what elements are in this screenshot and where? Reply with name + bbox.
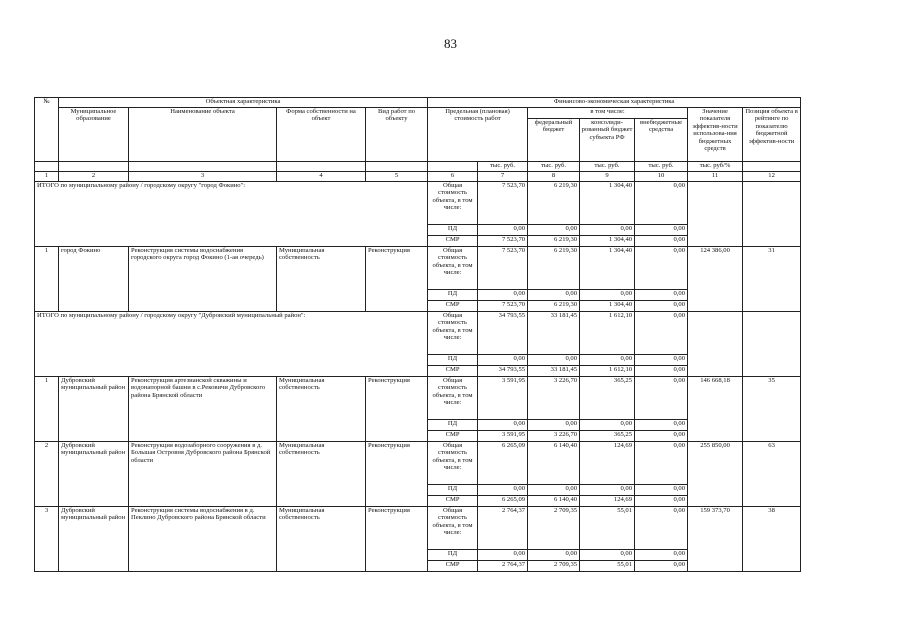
col-number: 6 <box>428 172 478 182</box>
unit-col-11: тыс. руб/% <box>688 162 743 172</box>
empty-indicator-cell <box>688 312 743 377</box>
value-cell-total: 1 304,40 <box>580 247 635 290</box>
smr-label: СМР <box>428 301 478 312</box>
value-cell-total.pd: 0,00 <box>580 355 635 366</box>
value-cell-smr: 6 265,09 <box>478 496 528 507</box>
col-number: 12 <box>743 172 801 182</box>
value-cell-smr: 3 591,95 <box>478 431 528 442</box>
value-cell-total: 3 226,70 <box>528 377 580 420</box>
value-cell-smr: 124,69 <box>580 496 635 507</box>
object-efficiency-indicator: 124 386,00 <box>688 247 743 312</box>
smr-label: СМР <box>428 366 478 377</box>
col-number: 11 <box>688 172 743 182</box>
object-row <box>35 377 801 420</box>
value-cell-pd: 0,00 <box>580 420 635 431</box>
value-cell-total.total: 0,00 <box>635 312 688 355</box>
value-cell-total: 3 591,95 <box>478 377 528 420</box>
object-work-type: Реконструкция <box>366 377 428 442</box>
section-total-row <box>35 312 801 355</box>
value-cell-smr: 0,00 <box>635 561 688 572</box>
value-cell-total.pd: 0,00 <box>528 225 580 236</box>
value-cell-total.smr: 34 793,55 <box>478 366 528 377</box>
header-consolidated-budget: консолиди-рованный бюджет субъекта РФ <box>580 119 635 162</box>
value-cell-total.smr: 1 612,10 <box>580 366 635 377</box>
value-cell-pd: 0,00 <box>478 290 528 301</box>
value-cell-total: 0,00 <box>635 377 688 420</box>
value-cell-total: 55,01 <box>580 507 635 550</box>
value-cell-pd: 0,00 <box>528 550 580 561</box>
object-ownership: Муниципальная собственность <box>277 442 366 507</box>
object-rating-position: 38 <box>743 507 801 572</box>
object-efficiency-indicator: 159 373,70 <box>688 507 743 572</box>
header-work-type: Вид работ по объекту <box>366 108 428 162</box>
value-cell-total.smr: 7 523,70 <box>478 236 528 247</box>
value-cell-smr: 2 764,37 <box>478 561 528 572</box>
value-cell-total: 6 265,09 <box>478 442 528 485</box>
value-cell-pd: 0,00 <box>635 550 688 561</box>
object-municipality: Дубровский муниципальный район <box>59 507 129 572</box>
object-work-type: Реконструкция <box>366 442 428 507</box>
section-total-row <box>35 182 801 225</box>
value-cell-smr: 7 523,70 <box>478 301 528 312</box>
value-cell-total: 124,69 <box>580 442 635 485</box>
header-including: в том числе: <box>528 108 688 119</box>
value-cell-smr: 55,01 <box>580 561 635 572</box>
investment-objects-table <box>34 97 801 572</box>
value-cell-smr: 365,25 <box>580 431 635 442</box>
value-cell-total.total: 33 181,45 <box>528 312 580 355</box>
value-cell-total.total: 0,00 <box>635 182 688 225</box>
smr-label: СМР <box>428 431 478 442</box>
value-cell-total.total: 1 612,10 <box>580 312 635 355</box>
value-cell-total: 0,00 <box>635 442 688 485</box>
section-total-label: ИТОГО по муниципальному району / городскому округу "Дубровский муниципальный район": <box>35 312 428 377</box>
value-cell-smr: 0,00 <box>635 496 688 507</box>
value-cell-pd: 0,00 <box>528 485 580 496</box>
value-cell-pd: 0,00 <box>635 485 688 496</box>
value-cell-total.total: 6 219,30 <box>528 182 580 225</box>
total-cost-label: Общая стоимость объекта, в том числе: <box>428 442 478 485</box>
value-cell-total.total: 1 304,40 <box>580 182 635 225</box>
value-cell-total: 2 709,35 <box>528 507 580 550</box>
value-cell-smr: 6 219,30 <box>528 301 580 312</box>
col-number: 1 <box>35 172 59 182</box>
smr-label: СМР <box>428 561 478 572</box>
pd-label: ПД <box>428 420 478 431</box>
object-work-type: Реконструкция <box>366 507 428 572</box>
col-number: 7 <box>478 172 528 182</box>
value-cell-pd: 0,00 <box>478 550 528 561</box>
object-row <box>35 507 801 550</box>
header-no: № <box>35 98 59 162</box>
value-cell-smr: 3 226,70 <box>528 431 580 442</box>
empty-position-cell <box>743 182 801 247</box>
value-cell-total.pd: 0,00 <box>478 225 528 236</box>
col-number: 10 <box>635 172 688 182</box>
pd-label: ПД <box>428 485 478 496</box>
value-cell-total.total: 34 793,55 <box>478 312 528 355</box>
header-limit-cost: Предельная (плановая) стоимость работ <box>428 108 528 162</box>
unit-col-8: тыс. руб. <box>528 162 580 172</box>
value-cell-smr: 0,00 <box>635 431 688 442</box>
object-ownership: Муниципальная собственность <box>277 247 366 312</box>
total-cost-label: Общая стоимость объекта, в том числе: <box>428 247 478 290</box>
section-total-label: ИТОГО по муниципальному району / городскому округу "город Фокино": <box>35 182 428 247</box>
header-federal-budget: федеральный бюджет <box>528 119 580 162</box>
value-cell-total.pd: 0,00 <box>580 225 635 236</box>
value-cell-total.pd: 0,00 <box>635 355 688 366</box>
value-cell-pd: 0,00 <box>580 550 635 561</box>
object-ownership: Муниципальная собственность <box>277 377 366 442</box>
empty-position-cell <box>743 312 801 377</box>
header-extrabudgetary: внебюджетные средства <box>635 119 688 162</box>
value-cell-total: 0,00 <box>635 247 688 290</box>
value-cell-pd: 0,00 <box>528 420 580 431</box>
value-cell-total.pd: 0,00 <box>528 355 580 366</box>
object-name: Реконструкция системы водоснабжения в д. Пеклино Дубровского района Брянской области <box>129 507 277 572</box>
col-number: 9 <box>580 172 635 182</box>
object-row <box>35 442 801 485</box>
object-name: Реконструкция артезианской скважины и водонапорной башни в с.Рековичи Дубровского района Брянской области <box>129 377 277 442</box>
value-cell-pd: 0,00 <box>580 485 635 496</box>
value-cell-total.smr: 33 181,45 <box>528 366 580 377</box>
value-cell-pd: 0,00 <box>528 290 580 301</box>
value-cell-total: 2 764,37 <box>478 507 528 550</box>
object-efficiency-indicator: 255 850,00 <box>688 442 743 507</box>
object-rating-position: 35 <box>743 377 801 442</box>
total-cost-label: Общая стоимость объекта, в том числе: <box>428 182 478 225</box>
value-cell-total.total: 7 523,70 <box>478 182 528 225</box>
value-cell-total.pd: 0,00 <box>478 355 528 366</box>
total-cost-label: Общая стоимость объекта, в том числе: <box>428 507 478 550</box>
value-cell-total: 7 523,70 <box>478 247 528 290</box>
value-cell-total.smr: 0,00 <box>635 366 688 377</box>
value-cell-pd: 0,00 <box>478 485 528 496</box>
smr-label: СМР <box>428 236 478 247</box>
col-number: 8 <box>528 172 580 182</box>
object-number: 2 <box>35 442 59 507</box>
value-cell-total: 365,25 <box>580 377 635 420</box>
object-rating-position: 63 <box>743 442 801 507</box>
total-cost-label: Общая стоимость объекта, в том числе: <box>428 377 478 420</box>
unit-col-7: тыс. руб. <box>478 162 528 172</box>
object-name: Реконструкция системы водоснабжения городского округа город Фокино (1-ая очередь) <box>129 247 277 312</box>
value-cell-total: 6 219,30 <box>528 247 580 290</box>
unit-col-9: тыс. руб. <box>580 162 635 172</box>
value-cell-total.smr: 6 219,30 <box>528 236 580 247</box>
object-municipality: Дубровский муниципальный район <box>59 442 129 507</box>
header-object-name: Наименование объекта <box>129 108 277 162</box>
total-cost-label: Общая стоимость объекта, в том числе: <box>428 312 478 355</box>
object-municipality: город Фокино <box>59 247 129 312</box>
value-cell-pd: 0,00 <box>635 420 688 431</box>
header-municipality: Муниципальное образование <box>59 108 129 162</box>
object-rating-position: 31 <box>743 247 801 312</box>
value-cell-pd: 0,00 <box>478 420 528 431</box>
value-cell-smr: 0,00 <box>635 301 688 312</box>
unit-col-10: тыс. руб. <box>635 162 688 172</box>
pd-label: ПД <box>428 550 478 561</box>
value-cell-total.smr: 1 304,40 <box>580 236 635 247</box>
value-cell-total.smr: 0,00 <box>635 236 688 247</box>
smr-label: СМР <box>428 496 478 507</box>
col-number: 5 <box>366 172 428 182</box>
header-financial-characteristic: Финансово-экономическая характеристика <box>428 98 801 108</box>
pd-label: ПД <box>428 225 478 236</box>
header-efficiency-indicator: Значение показателя эффектив-ности использова-ния бюджетных средств <box>688 108 743 162</box>
value-cell-total.pd: 0,00 <box>635 225 688 236</box>
object-number: 1 <box>35 247 59 312</box>
col-number: 2 <box>59 172 129 182</box>
value-cell-total: 6 140,40 <box>528 442 580 485</box>
value-cell-pd: 0,00 <box>635 290 688 301</box>
pd-label: ПД <box>428 355 478 366</box>
value-cell-smr: 6 140,40 <box>528 496 580 507</box>
page-number: 83 <box>444 36 457 51</box>
object-efficiency-indicator: 146 668,18 <box>688 377 743 442</box>
empty-indicator-cell <box>688 182 743 247</box>
value-cell-smr: 1 304,40 <box>580 301 635 312</box>
col-number: 3 <box>129 172 277 182</box>
object-ownership: Муниципальная собственность <box>277 507 366 572</box>
col-number: 4 <box>277 172 366 182</box>
object-row <box>35 247 801 290</box>
value-cell-pd: 0,00 <box>580 290 635 301</box>
object-number: 1 <box>35 377 59 442</box>
value-cell-smr: 2 709,35 <box>528 561 580 572</box>
header-object-characteristic: Объектная характеристика <box>59 98 428 108</box>
object-work-type: Реконструкция <box>366 247 428 312</box>
pd-label: ПД <box>428 290 478 301</box>
object-name: Реконструкция водозаборного сооружения в д. Большая Островня Дубровского района Брянской области <box>129 442 277 507</box>
value-cell-total: 0,00 <box>635 507 688 550</box>
object-number: 3 <box>35 507 59 572</box>
header-rating-position: Позиция объекта в рейтинге по показателю бюджетной эффектив-ности <box>743 108 801 162</box>
object-municipality: Дубровский муниципальный район <box>59 377 129 442</box>
header-ownership: Форма собственности на объект <box>277 108 366 162</box>
